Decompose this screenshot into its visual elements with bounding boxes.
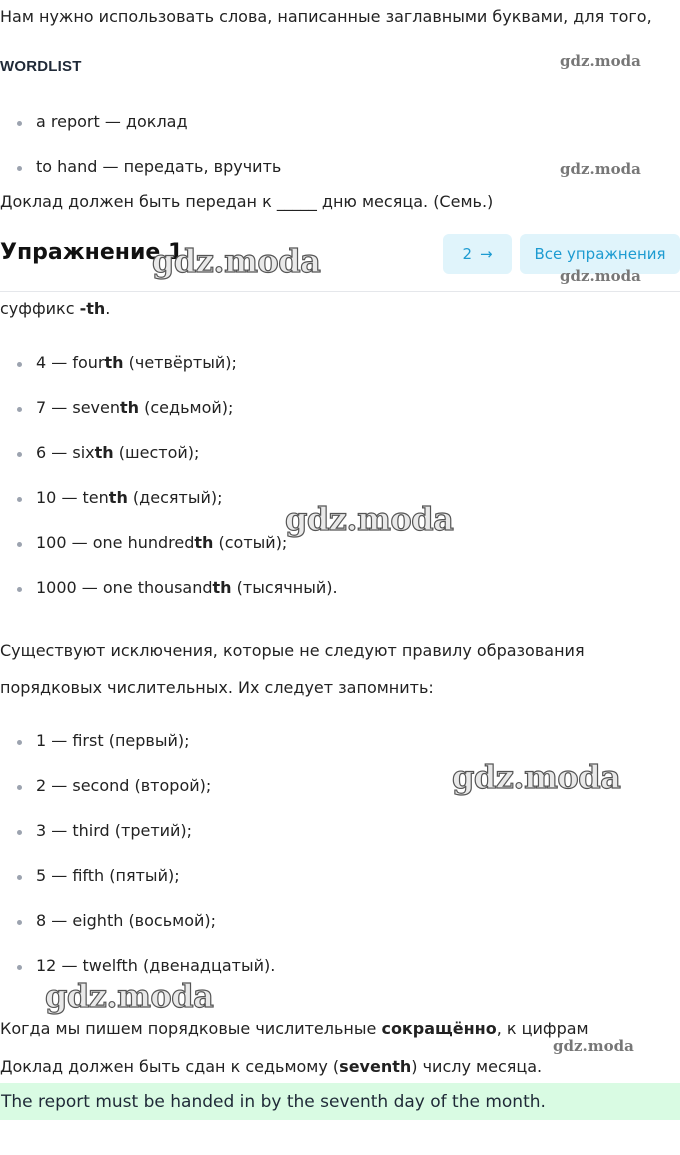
next-exercise-button[interactable]: [443, 234, 512, 274]
watermark-small: gdz.moda: [560, 267, 641, 285]
watermark-large: gdz.moda: [285, 500, 454, 538]
bullet-icon: [17, 497, 22, 502]
watermark-large: gdz.moda: [45, 977, 214, 1015]
exceptions-intro: порядковых числительных. Их следует запомнить:: [0, 678, 434, 697]
bullet-icon: [17, 452, 22, 457]
bullet-icon: [17, 407, 22, 412]
bullet-icon: [17, 166, 22, 171]
watermark-small: gdz.moda: [560, 160, 641, 178]
bullet-icon: [17, 587, 22, 592]
bullet-icon: [17, 875, 22, 880]
suffix-line: суффикс -th.: [0, 299, 111, 318]
translation-paragraph: Доклад должен быть сдан к седьмому (seventh) числу месяца.: [0, 1057, 543, 1076]
bullet-icon: [17, 542, 22, 547]
task-sentence: Доклад должен быть передан к _____ дню месяца. (Семь.): [0, 192, 494, 211]
answer-box: [0, 1083, 680, 1120]
bullet-icon: [17, 830, 22, 835]
bullet-icon: [17, 920, 22, 925]
exercise-title: Упражнение 1: [0, 240, 184, 265]
watermark-large: gdz.moda: [152, 242, 321, 280]
watermark-small: gdz.moda: [553, 1037, 634, 1055]
next-exercise-label: 2: [462, 245, 472, 263]
watermark-small: gdz.moda: [560, 52, 641, 70]
clipped-paragraph: Нам нужно использовать слова, написанные заглавными буквами, для того,: [0, 7, 652, 26]
bullet-icon: [17, 740, 22, 745]
watermark-large: gdz.moda: [452, 758, 621, 796]
bullet-icon: [17, 362, 22, 367]
arrow-right-icon: →: [479, 245, 493, 263]
bullet-icon: [17, 785, 22, 790]
all-exercises-label: Все упражнения: [534, 245, 666, 263]
answer-text: The report must be handed in by the seventh day of the month.: [1, 1091, 546, 1112]
divider: [0, 291, 680, 292]
clip-mask: [0, 42, 680, 50]
abbreviation-paragraph: Когда мы пишем порядковые числительные сокращённо, к цифрам: [0, 1019, 589, 1038]
bullet-icon: [17, 121, 22, 126]
wordlist-title: WORDLIST: [0, 58, 82, 75]
exceptions-intro: Существуют исключения, которые не следуют правилу образования: [0, 641, 585, 660]
bullet-icon: [17, 965, 22, 970]
